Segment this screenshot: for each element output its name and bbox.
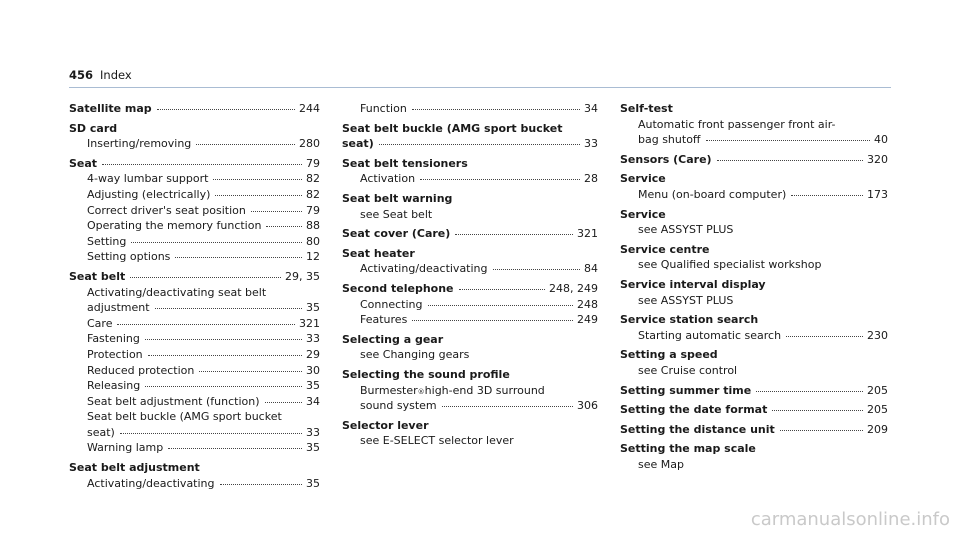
index-subentry	[69, 234, 320, 250]
index-subentry	[342, 207, 598, 223]
page-reference[interactable]: 248, 249	[549, 281, 598, 295]
index-entry	[620, 207, 888, 238]
index-subentry	[342, 171, 598, 187]
subentry-text: Setting	[87, 234, 127, 248]
index-subentry	[69, 476, 320, 492]
dot-leader	[148, 355, 302, 356]
index-heading	[69, 121, 320, 137]
subentry-text: Setting options	[87, 250, 171, 264]
subentry-text: Automatic front passenger front air-	[638, 117, 836, 131]
index-entry	[620, 347, 888, 378]
index-subentry	[69, 218, 320, 234]
index-subentry	[620, 132, 888, 148]
subentry-text: Connecting	[360, 297, 423, 311]
dot-leader	[196, 144, 295, 145]
index-subentry	[69, 285, 320, 301]
page-reference[interactable]: 173	[867, 187, 888, 201]
index-entry	[620, 101, 888, 148]
index-entry	[620, 277, 888, 308]
subentry-text: Operating the memory function	[87, 219, 262, 233]
dot-leader	[265, 402, 303, 403]
page-reference[interactable]: 79	[306, 156, 320, 170]
subentry-text: see Changing gears	[360, 348, 470, 362]
index-entry	[620, 441, 888, 472]
dot-leader	[756, 391, 863, 392]
subentry-text: Activating/deactivating	[360, 262, 488, 276]
index-subentry	[69, 378, 320, 394]
index-heading	[620, 441, 888, 457]
heading-text: Satellite map	[69, 102, 152, 115]
page-reference[interactable]: 306	[577, 399, 598, 413]
heading-text: Setting the distance unit	[620, 422, 775, 436]
index-subentry	[69, 136, 320, 152]
page-reference[interactable]: 35	[306, 379, 320, 393]
dot-leader	[215, 195, 302, 196]
subentry-text: sound system	[360, 399, 437, 413]
index-column-1	[69, 101, 320, 495]
subentry-text: Activation	[360, 172, 416, 186]
subentry-text: Releasing	[87, 379, 141, 393]
index-heading	[342, 246, 598, 262]
subentry-text: Seat belt adjustment (function)	[87, 394, 260, 408]
page-reference[interactable]: 29, 35	[285, 269, 320, 283]
page-header	[69, 68, 132, 82]
index-heading	[342, 136, 598, 152]
index-subentry	[69, 187, 320, 203]
heading-text: Service station search	[620, 313, 759, 327]
dot-leader	[786, 336, 863, 337]
index-entry	[620, 422, 888, 438]
index-heading	[342, 332, 598, 348]
index-subentry	[69, 316, 320, 332]
page-reference[interactable]: 244	[299, 102, 320, 115]
index-entry	[342, 246, 598, 277]
index-subentry	[69, 394, 320, 410]
page-reference[interactable]: 35	[306, 301, 320, 315]
page-reference[interactable]: 12	[306, 250, 320, 264]
subentry-text: Correct driver's seat position	[87, 203, 246, 217]
heading-text: Selecting the sound profile	[342, 367, 510, 381]
index-subentry	[69, 249, 320, 265]
heading-text: seat)	[342, 137, 374, 151]
dot-leader	[145, 386, 302, 387]
subentry-text: Reduced protection	[87, 363, 195, 377]
heading-text: Seat	[69, 156, 98, 170]
index-entry	[342, 156, 598, 187]
index-entry	[620, 312, 888, 343]
subentry-text: 4-way lumbar support	[87, 172, 209, 186]
index-entry	[342, 418, 598, 449]
subentry-text: Care	[87, 316, 113, 330]
index-entry	[69, 269, 320, 456]
dot-leader	[428, 305, 574, 306]
index-heading	[620, 277, 888, 293]
dot-leader	[455, 234, 573, 235]
index-heading	[620, 312, 888, 328]
page-reference[interactable]: 34	[584, 102, 598, 115]
index-subentry	[342, 347, 598, 363]
heading-text: Service	[620, 172, 666, 186]
subentry-text: Activating/deactivating seat belt	[87, 285, 267, 299]
index-entry	[342, 101, 598, 117]
dot-leader	[220, 484, 302, 485]
page-reference[interactable]: 34	[306, 394, 320, 408]
index-subentry	[620, 117, 888, 133]
dot-leader	[168, 448, 302, 449]
heading-text: Service	[620, 207, 666, 221]
subentry-text: adjustment	[87, 301, 150, 315]
index-heading	[342, 281, 598, 297]
heading-text: Selecting a gear	[342, 332, 444, 346]
index-heading	[620, 171, 888, 187]
index-subentry: Burmester ® high-end 3D surround	[360, 383, 545, 397]
index-entry	[620, 152, 888, 168]
heading-text: Seat heater	[342, 246, 415, 260]
dot-leader	[379, 144, 580, 145]
index-entry	[69, 101, 320, 117]
index-entry	[620, 242, 888, 273]
index-heading	[69, 460, 320, 476]
dot-leader	[412, 320, 573, 321]
page-reference[interactable]: 28	[584, 172, 598, 186]
subentry-text: see ASSYST PLUS	[638, 223, 734, 237]
heading-text: Seat belt tensioners	[342, 156, 468, 170]
dot-leader	[717, 160, 863, 161]
index-subentry	[69, 440, 320, 456]
page-reference[interactable]: 230	[867, 328, 888, 342]
index-subentry	[69, 203, 320, 219]
index-entry	[342, 136, 598, 152]
heading-text: Seat belt warning	[342, 191, 453, 205]
dot-leader	[772, 410, 863, 411]
dot-leader	[117, 324, 295, 325]
index-subentry	[620, 363, 888, 379]
page-reference[interactable]: 40	[874, 133, 888, 147]
index-heading	[620, 101, 888, 117]
subentry-text: see Cruise control	[638, 363, 738, 377]
subentry-text: Fastening	[87, 332, 140, 346]
index-subentry	[69, 425, 320, 441]
index-subentry	[620, 257, 888, 273]
dot-leader	[130, 277, 281, 278]
index-subentry	[69, 409, 320, 425]
page-reference[interactable]: 205	[867, 383, 888, 397]
index-subentry	[342, 398, 598, 414]
index-subentry	[69, 331, 320, 347]
subentry-text: bag shutoff	[638, 133, 701, 147]
index-heading	[620, 152, 888, 168]
dot-leader	[155, 308, 302, 309]
index-entry	[342, 367, 598, 414]
dot-leader	[120, 433, 302, 434]
index-heading	[620, 207, 888, 223]
subentry-text: Inserting/removing	[87, 137, 192, 151]
index-subentry	[620, 457, 888, 473]
heading-text: Setting the map scale	[620, 442, 756, 456]
index-heading	[69, 101, 320, 117]
page-reference[interactable]: 88	[306, 219, 320, 233]
index-column-3	[620, 101, 888, 476]
index-entry	[342, 226, 598, 242]
heading-text: Sensors (Care)	[620, 152, 712, 166]
page-reference[interactable]: 82	[306, 187, 320, 201]
subentry-text: see E-SELECT selector lever	[360, 434, 514, 448]
section-title: Index	[100, 68, 132, 82]
index-subentry	[342, 261, 598, 277]
index-entry	[342, 191, 598, 222]
dot-leader	[706, 140, 871, 141]
dot-leader	[459, 289, 546, 290]
index-heading	[620, 242, 888, 258]
subentry-text: see ASSYST PLUS	[638, 293, 734, 307]
index-entry	[69, 121, 320, 152]
index-entry	[620, 383, 888, 399]
heading-text: Seat cover (Care)	[342, 227, 451, 241]
header-divider	[69, 87, 891, 88]
page-reference[interactable]: 320	[867, 152, 888, 166]
page-reference[interactable]: 33	[306, 332, 320, 346]
index-heading	[620, 422, 888, 438]
index-entry	[342, 332, 598, 363]
heading-text: Seat belt	[69, 269, 126, 283]
index-heading	[342, 156, 598, 172]
dot-leader	[131, 242, 302, 243]
page-number: 456	[69, 68, 94, 82]
subentry-text: Starting automatic search	[638, 328, 782, 342]
index-subentry	[342, 297, 598, 313]
dot-leader	[266, 226, 302, 227]
subentry-text-continued: high-end 3D surround	[424, 383, 545, 397]
dot-leader	[420, 179, 580, 180]
heading-text: Setting summer time	[620, 383, 752, 397]
page-reference[interactable]: 79	[306, 203, 320, 217]
heading-text: SD card	[69, 121, 118, 135]
page-reference[interactable]: 249	[577, 313, 598, 327]
heading-text: Service centre	[620, 242, 710, 256]
subentry-text: see Map	[638, 457, 684, 471]
page-reference[interactable]: 35	[306, 441, 320, 455]
heading-text: Selector lever	[342, 418, 429, 432]
index-subentry	[342, 433, 598, 449]
page-reference[interactable]: 248	[577, 297, 598, 311]
index-subentry	[69, 347, 320, 363]
dot-leader	[493, 269, 580, 270]
index-subentry	[620, 293, 888, 309]
index-heading	[620, 402, 888, 418]
dot-leader	[145, 339, 302, 340]
page-reference[interactable]: 82	[306, 172, 320, 186]
index-heading	[620, 383, 888, 399]
page-reference[interactable]: 321	[299, 316, 320, 330]
index-subentry	[69, 171, 320, 187]
heading-text: Seat belt adjustment	[69, 461, 200, 475]
dot-leader	[780, 430, 863, 431]
subentry-text: Function	[360, 102, 407, 115]
index-entry	[342, 281, 598, 328]
page-reference[interactable]: 30	[306, 363, 320, 377]
dot-leader	[412, 109, 580, 110]
index-subentry	[620, 328, 888, 344]
subentry-text: Seat belt buckle (AMG sport bucket	[87, 410, 282, 424]
dot-leader	[175, 257, 302, 258]
index-heading	[342, 191, 598, 207]
index-subentry	[620, 222, 888, 238]
index-subentry	[342, 312, 598, 328]
page-reference[interactable]: 35	[306, 476, 320, 490]
heading-text: Self-test	[620, 102, 673, 115]
index-subentry	[342, 101, 598, 117]
page-reference[interactable]: 80	[306, 234, 320, 248]
index-subentry	[69, 300, 320, 316]
heading-text: Service interval display	[620, 277, 766, 291]
page-reference[interactable]: 33	[306, 425, 320, 439]
subentry-text: Adjusting (electrically)	[87, 187, 211, 201]
heading-text: Seat belt buckle (AMG sport bucket	[342, 121, 563, 135]
index-subentry	[69, 363, 320, 379]
subentry-text: Menu (on-board computer)	[638, 187, 787, 201]
dot-leader	[791, 195, 863, 196]
index-heading	[69, 156, 320, 172]
subentry-text: Protection	[87, 347, 143, 361]
watermark: carmanualsonline.info	[750, 509, 950, 530]
dot-leader	[199, 371, 302, 372]
heading-text: Setting a speed	[620, 348, 718, 362]
index-heading	[342, 121, 598, 137]
index-heading	[342, 226, 598, 242]
index-entry	[342, 121, 598, 137]
dot-leader	[442, 406, 573, 407]
index-entry	[69, 460, 320, 491]
index-subentry	[620, 187, 888, 203]
subentry-text: Burmester	[360, 383, 418, 397]
index-entry	[69, 156, 320, 265]
index-heading	[342, 367, 598, 383]
dot-leader	[157, 109, 295, 110]
page-reference[interactable]: 205	[867, 403, 888, 417]
page-reference[interactable]: 209	[867, 422, 888, 436]
dot-leader	[213, 179, 302, 180]
index-heading	[69, 269, 320, 285]
subentry-text: see Qualified specialist workshop	[638, 258, 822, 272]
page-reference[interactable]: 321	[577, 227, 598, 241]
index-heading	[342, 418, 598, 434]
dot-leader	[251, 211, 302, 212]
subentry-text: Warning lamp	[87, 441, 164, 455]
index-heading	[620, 347, 888, 363]
page-reference[interactable]: 29	[306, 347, 320, 361]
subentry-text: Features	[360, 313, 408, 327]
index-entry	[620, 402, 888, 418]
page-reference[interactable]: 84	[584, 262, 598, 276]
subentry-text: Activating/deactivating	[87, 476, 215, 490]
dot-leader	[102, 164, 302, 165]
heading-text: Setting the date format	[620, 403, 768, 417]
page-reference[interactable]: 280	[299, 137, 320, 151]
heading-text: Second telephone	[342, 281, 454, 295]
index-column-2	[342, 101, 598, 453]
subentry-text: see Seat belt	[360, 207, 433, 221]
index-entry	[620, 171, 888, 202]
page-reference[interactable]: 33	[584, 137, 598, 151]
subentry-text: seat)	[87, 425, 115, 439]
